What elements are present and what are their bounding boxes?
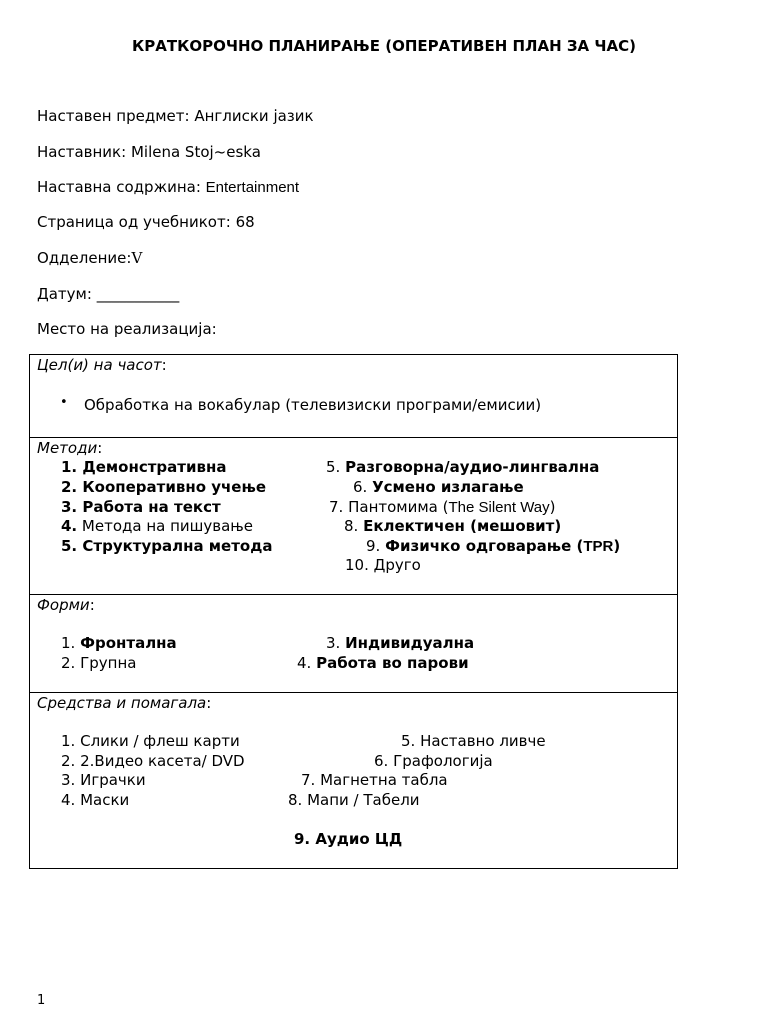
goals-section: [29, 354, 678, 437]
forms-header: Форми:: [37, 596, 95, 614]
resources-section: [29, 692, 678, 869]
form-item: 3. Индивидуална: [326, 634, 475, 652]
method-item: 2. Кооперативно учење: [61, 478, 266, 496]
resource-item: 9. Аудио ЦД: [294, 830, 403, 848]
resource-item: 1. Слики / флеш карти: [61, 732, 240, 750]
content-value: Entertainment: [205, 179, 300, 196]
form-item: 1. Фронтална: [61, 634, 177, 652]
teacher-value: Milena Stoj~eska: [130, 143, 261, 161]
field-teacher: [37, 143, 261, 161]
methods-section: [29, 437, 678, 594]
resource-item: 2. 2.Видео касета/ DVD: [61, 752, 245, 770]
resources-header: Средства и помагала:: [37, 694, 212, 712]
method-item: 5. Разговорна/аудио-лингвална: [326, 458, 600, 476]
forms-section: [29, 594, 678, 692]
field-page: [37, 213, 255, 231]
class-label: Одделение:: [37, 249, 132, 267]
resource-item: 6. Графологија: [374, 752, 493, 770]
field-class: [37, 249, 142, 267]
field-date: [37, 285, 179, 303]
subject-label: Наставен предмет:: [37, 107, 190, 125]
resource-item: 5. Наставно ливче: [401, 732, 546, 750]
class-value: V: [131, 249, 143, 267]
method-item: 1. Демонстративна: [61, 458, 227, 476]
content-label: Наставна содржина:: [37, 178, 201, 196]
resource-item: 7. Магнетна табла: [301, 771, 448, 789]
date-label: Датум:: [37, 285, 92, 303]
method-item: 7. Пантомима (The Silent Way): [329, 498, 556, 516]
form-item: 4. Работа во парови: [297, 654, 469, 672]
page-value: 68: [235, 213, 255, 231]
method-item: 10. Друго: [345, 556, 421, 574]
form-item: 2. Групна: [61, 654, 137, 672]
bullet-icon: •: [60, 395, 68, 410]
document-title: КРАТКОРОЧНО ПЛАНИРАЊЕ (ОПЕРАТИВЕН ПЛАН ЗА ЧАС): [132, 37, 636, 55]
method-item: 5. Структурална метода: [61, 537, 273, 555]
methods-header: Методи:: [37, 439, 103, 457]
resource-item: 8. Мапи / Табели: [288, 791, 420, 809]
method-item: 8. Еклектичен (мешовит): [344, 517, 562, 535]
method-item: 6. Усмено излагање: [353, 478, 524, 496]
goal-item: Обработка на вокабулар (телевизиски програми/емисии): [84, 396, 542, 414]
subject-value: Англиски јазик: [194, 107, 314, 125]
page-label: Страница од учебникот:: [37, 213, 231, 231]
field-subject: [37, 107, 314, 125]
field-content: [37, 178, 299, 196]
goals-header: Цел(и) на часот:: [37, 356, 167, 374]
resource-item: 3. Играчки: [61, 771, 146, 789]
date-value: ___________: [96, 285, 180, 303]
field-place: [37, 320, 217, 338]
place-label: Место на реализација:: [37, 320, 217, 338]
method-item: 3. Работа на текст: [61, 498, 221, 516]
method-item: 4. Метода на пишување: [61, 517, 254, 535]
teacher-label: Наставник:: [37, 143, 127, 161]
method-item: 9. Физичко одговарање (TPR): [366, 537, 621, 555]
page-number: 1: [37, 993, 46, 1008]
resource-item: 4. Маски: [61, 791, 130, 809]
